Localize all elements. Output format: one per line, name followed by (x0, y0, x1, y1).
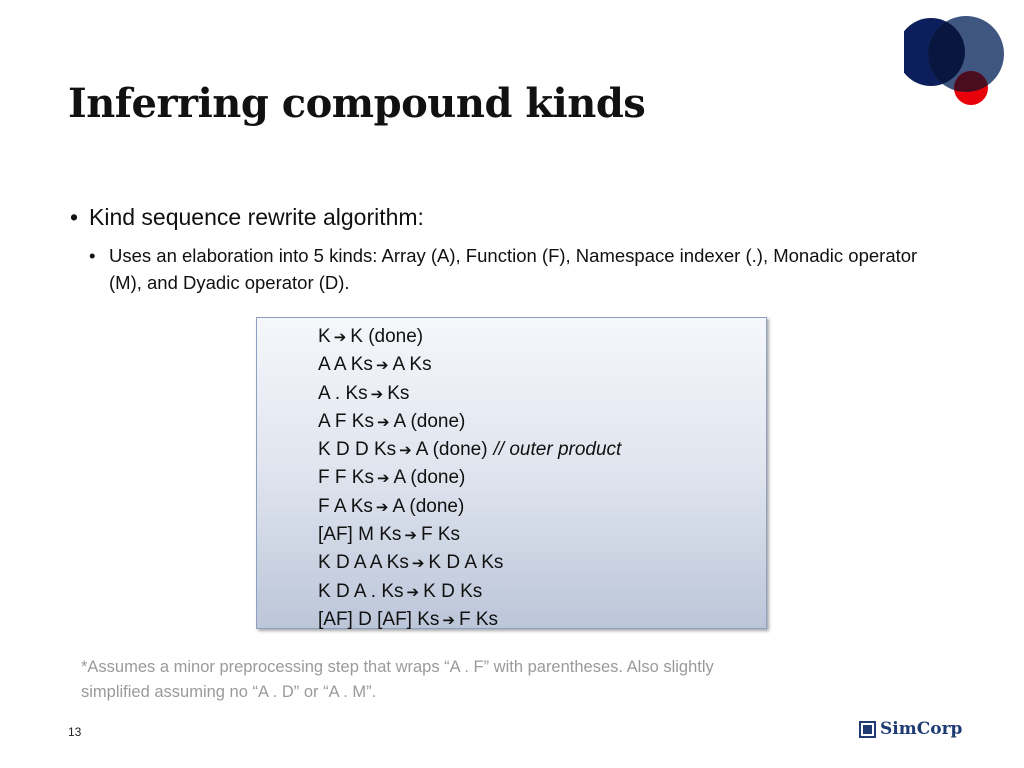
rule-lhs: F F Ks (318, 467, 374, 489)
rule-lhs: K D A . Ks (318, 580, 404, 602)
rule-lhs: K (318, 326, 331, 347)
rule-comment: // outer product (493, 439, 622, 461)
rule-lhs: A . Ks (318, 382, 368, 404)
bullet-level2: • Uses an elaboration into 5 kinds: Array (A), Function (F), Namespace indexer (.), Monadic operator (M), and Dyadic operator (D). (89, 242, 949, 296)
rule-rhs: A (done) (393, 467, 466, 489)
rewrite-rule (318, 323, 766, 351)
rule-rhs: K D Ks (423, 580, 483, 602)
rule-rhs: F Ks (458, 608, 499, 630)
arrow-right-icon: ➔ (375, 356, 389, 375)
rule-rhs: A (done) (392, 495, 465, 517)
rewrite-rule (318, 578, 766, 606)
simcorp-logo (859, 719, 962, 739)
rule-rhs: A (done) (415, 439, 488, 461)
arrow-right-icon: ➔ (376, 412, 390, 431)
rewrite-rules-list (257, 318, 766, 634)
rewrite-rule (318, 464, 766, 492)
rewrite-rule (318, 549, 766, 577)
arrow-right-icon: ➔ (370, 384, 384, 403)
arrow-right-icon: ➔ (375, 497, 389, 516)
rewrite-rule (318, 351, 766, 379)
page-number: 13 (68, 725, 82, 739)
simcorp-square-icon (859, 721, 876, 738)
rule-lhs: [AF] M Ks (318, 524, 402, 546)
rule-rhs: K (done) (350, 326, 424, 347)
rewrite-rule (318, 436, 766, 464)
rule-rhs: F Ks (420, 524, 461, 546)
rule-rhs: K D A Ks (428, 552, 504, 574)
rule-rhs: A Ks (392, 354, 432, 376)
rule-lhs: A F Ks (318, 410, 374, 432)
rule-lhs: K D A A Ks (318, 552, 409, 574)
rewrite-rule (318, 521, 766, 549)
footnote: *Assumes a minor preprocessing step that wraps “A . F” with parentheses. Also slightly simplified assuming no “A . D” or “A . M”. (81, 658, 714, 701)
rule-rhs: A (done) (393, 410, 466, 432)
rule-lhs: K D D Ks (318, 439, 397, 461)
slide-title: Inferring compound kinds (68, 80, 646, 127)
rewrite-rule (318, 493, 766, 521)
arrow-right-icon: ➔ (333, 328, 347, 346)
rewrite-rule (318, 380, 766, 408)
corner-circles-decoration (904, 0, 1024, 120)
arrow-right-icon: ➔ (442, 610, 455, 629)
arrow-right-icon: ➔ (404, 526, 417, 545)
bullet-list (70, 202, 970, 296)
rule-rhs: Ks (387, 382, 410, 404)
logo-text: SimCorp (880, 719, 963, 739)
arrow-right-icon: ➔ (399, 441, 412, 460)
arrow-right-icon: ➔ (406, 582, 420, 601)
rule-lhs: A A Ks (318, 354, 373, 376)
arrow-right-icon: ➔ (411, 554, 425, 573)
bullet-level1: • Kind sequence rewrite algorithm: (70, 202, 970, 232)
rewrite-rules-box (256, 317, 767, 629)
rewrite-rule (318, 408, 766, 436)
rule-lhs: F A Ks (318, 495, 373, 517)
rule-lhs: [AF] D [AF] Ks (318, 608, 440, 630)
arrow-right-icon: ➔ (376, 469, 390, 488)
rewrite-rule (318, 606, 766, 634)
